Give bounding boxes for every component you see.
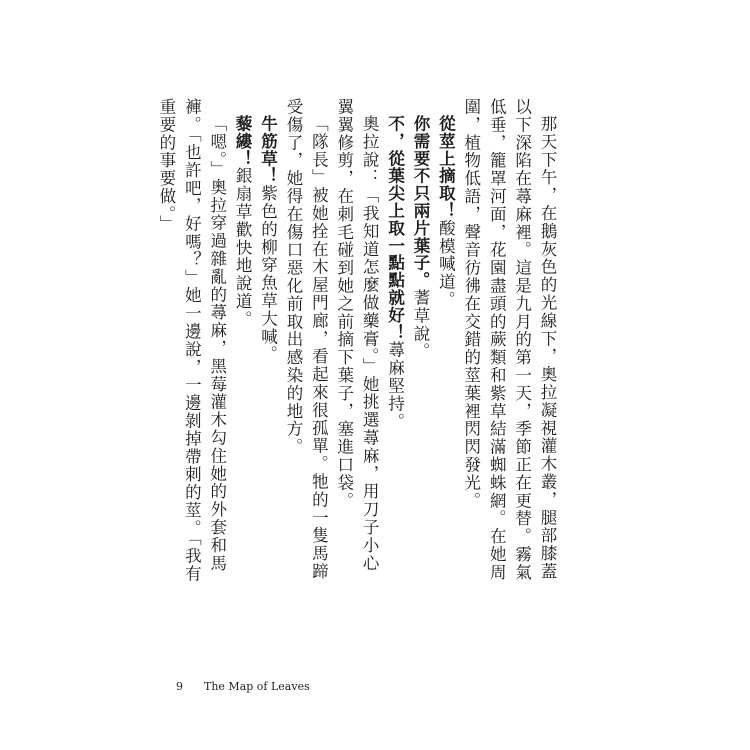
speech-attribution: 銀扇草歡快地說道。 xyxy=(233,166,253,328)
book-title: The Map of Leaves xyxy=(204,680,310,693)
paragraph-text: 奧拉說：「我知道怎麼做藥膏。」她挑選蕁麻，用刀子小心翼翼修剪，在刺毛碰到她之前摘下葉子，塞進口袋。 xyxy=(334,98,380,572)
speech-attribution: 紫色的柳穿魚草大喊。 xyxy=(258,184,278,364)
speech-attribution: 酸模喊道。 xyxy=(436,218,456,309)
plant-speech: 從莖上摘取！ xyxy=(436,114,456,219)
paragraph-text: 「隊長」被她拴在木屋門廊，看起來很孤單。牠的一隻馬蹄受傷了，她得在傷口惡化前取出感染的地方。 xyxy=(283,98,329,580)
paragraph-4 xyxy=(382,98,407,588)
paragraph-text: 「嗯。」奧拉穿過雜亂的蕁麻，黑莓灌木勾住她的外套和馬褲。「也許吧，好嗎？」她一邊說，一邊剝掉帶刺的莖。「我有重要的事要做。」 xyxy=(156,98,227,583)
paragraph-9 xyxy=(154,98,230,588)
paragraph-6 xyxy=(281,98,332,588)
paragraph-7 xyxy=(255,98,280,588)
plant-speech: 牛筋草！ xyxy=(258,114,278,185)
vertical-text-body xyxy=(154,98,561,588)
page-number: 9 xyxy=(176,680,183,693)
paragraph-8 xyxy=(230,98,255,588)
paragraph-5 xyxy=(331,98,382,588)
plant-speech: 藜縷！ xyxy=(233,114,253,167)
speech-attribution: 蓍草說。 xyxy=(410,288,430,361)
plant-speech: 你需要不只兩片葉子。 xyxy=(410,114,430,289)
paragraph-3 xyxy=(408,98,433,588)
paragraph-1 xyxy=(458,98,560,588)
paragraph-text: 那天下午，在鵝灰色的光線下，奧拉凝視灌木叢，腿部膝蓋以下深陷在蕁麻裡。這是九月的第一天，季節正在更替。霧氣低垂，籠罩河面，花園盡頭的蕨類和紫草結滿蜘蛛網。在她周圍，植物低語，聲音彷彿在交錯的莖葉裡閃閃發光。 xyxy=(461,98,557,582)
page-footer xyxy=(176,680,310,693)
speech-attribution: 蕁麻堅持。 xyxy=(385,340,405,431)
plant-speech: 不，從葉尖上取一點點就好！ xyxy=(385,114,405,341)
paragraph-2 xyxy=(433,98,458,588)
